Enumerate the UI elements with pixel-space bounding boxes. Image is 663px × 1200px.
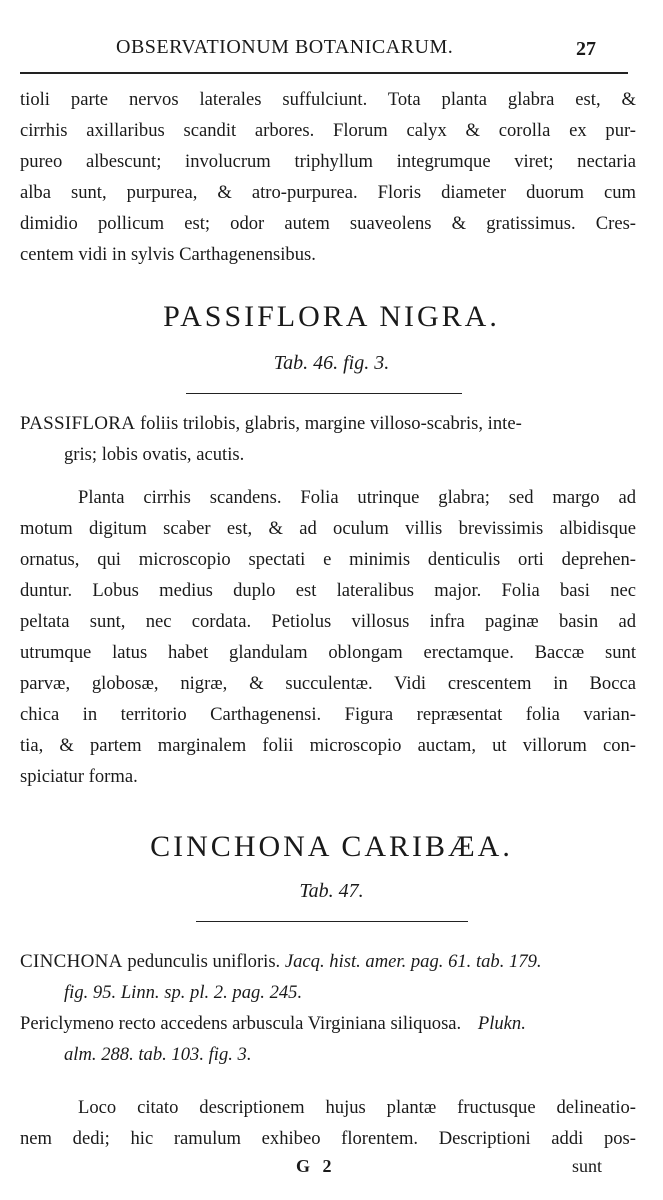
text-line: chica in territorio Carthagenensi. Figura repræsentat folia varian- <box>20 704 636 725</box>
header-rule <box>20 72 628 74</box>
text-line: cirrhis axillaribus scandit arbores. Florum calyx & corolla ex pur- <box>20 120 636 141</box>
citation: fig. 95. Linn. sp. pl. 2. pag. 245. <box>64 982 303 1003</box>
text-line: ornatus, qui microscopio spectati e minimis denticulis orti deprehen- <box>20 549 636 570</box>
species-title-cinchona: CINCHONA CARIBÆA. <box>150 830 513 863</box>
genus-name: PASSIFLORA <box>20 413 136 434</box>
text-line: nem dedi; hic ramulum exhibeo florentem. Descriptioni addi pos- <box>20 1128 636 1149</box>
diagnosis-text: gris; lobis ovatis, acutis. <box>64 444 245 465</box>
description-cinchona <box>20 1092 636 1154</box>
catchword: sunt <box>572 1156 603 1176</box>
text-line: utrumque latus habet glandulam oblongam erectamque. Baccæ sunt <box>20 642 636 663</box>
text-line: duntur. Lobus medius duplo est lateralibus major. Folia basi nec <box>20 580 636 601</box>
text-line: pureo albescunt; involucrum triphyllum integrumque viret; nectaria <box>20 151 636 172</box>
synonym-text: Periclymeno recto accedens arbuscula Virginiana siliquosa. <box>20 1013 462 1034</box>
text-line: alba sunt, purpurea, & atro-purpurea. Floris diameter duorum cum <box>20 182 636 203</box>
text-line: motum digitum scaber est, & ad oculum villis brevissimis albidisque <box>20 518 636 539</box>
running-title: OBSERVATIONUM BOTANICARUM. <box>116 36 454 58</box>
description-passiflora <box>20 482 636 792</box>
signature-mark: G 2 <box>296 1156 336 1176</box>
plate-reference: Tab. 46. fig. 3. <box>273 352 390 374</box>
text-line: tioli parte nervos laterales suffulciunt. Tota planta glabra est, & <box>20 89 636 110</box>
text-line: tia, & partem marginalem folii microscopio auctam, ut villorum con- <box>20 735 636 756</box>
synonym-text: pedunculis unifloris. <box>127 951 281 972</box>
species-title-passiflora: PASSIFLORA NIGRA. <box>163 300 500 333</box>
page-number: 27 <box>576 38 596 60</box>
synonymy-cinchona <box>20 946 636 1070</box>
section-rule <box>186 393 462 394</box>
text-line: peltata sunt, nec cordata. Petiolus villosus infra paginæ basin ad <box>20 611 636 632</box>
intro-paragraph <box>20 84 636 270</box>
diagnosis-text: foliis trilobis, glabris, margine villoso-scabris, inte- <box>139 413 522 434</box>
text-line: Planta cirrhis scandens. Folia utrinque glabra; sed margo ad <box>78 487 636 508</box>
page-header <box>20 28 640 68</box>
text-line: dimidio pollicum est; odor autem suaveolens & gratissimus. Cres- <box>20 213 636 234</box>
text-line: parvæ, globosæ, nigræ, & succulentæ. Vidi crescentem in Bocca <box>20 673 636 694</box>
text-line: spiciatur forma. <box>20 766 138 787</box>
citation: alm. 288. tab. 103. fig. 3. <box>64 1044 252 1065</box>
genus-name: CINCHONA <box>20 951 123 972</box>
citation: Jacq. hist. amer. pag. 61. tab. 179. <box>284 951 542 972</box>
plate-reference: Tab. 47. <box>299 880 364 902</box>
citation: Plukn. <box>477 1013 526 1034</box>
section-rule <box>196 921 468 922</box>
text-line: Loco citato descriptionem hujus plantæ fructusque delineatio- <box>78 1097 636 1118</box>
diagnosis-passiflora <box>20 408 636 470</box>
text-line: centem vidi in sylvis Carthagenensibus. <box>20 244 316 265</box>
